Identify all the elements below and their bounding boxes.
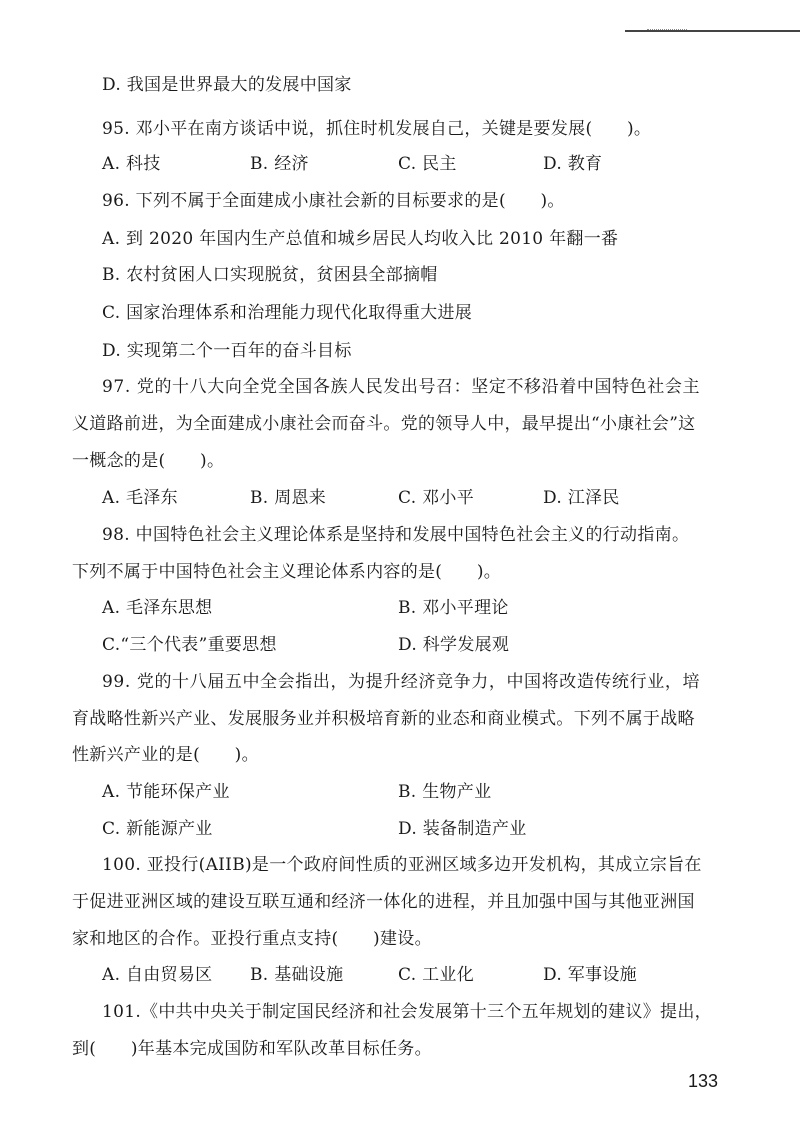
q94-option-d: D. 我国是世界最大的发展中国家 — [102, 75, 352, 95]
question-100-line-2: 于促进亚洲区域的建设互联互通和经济一体化的进程，并且加强中国与其他亚洲国 — [72, 892, 695, 912]
q96-option-a: A. 到 2020 年国内生产总值和城乡居民人均收入比 2010 年翻一番 — [102, 229, 619, 249]
q96-option-c: C. 国家治理体系和治理能力现代化取得重大进展 — [102, 303, 473, 323]
q96-option-b: B. 农村贫困人口实现脱贫，贫困县全部摘帽 — [102, 265, 438, 285]
q99-option-c: C. 新能源产业 — [102, 819, 213, 839]
question-99-line-2: 育战略性新兴产业、发展服务业并积极培育新的业态和商业模式。下列不属于战略 — [72, 709, 695, 729]
q95-option-a: A. 科技 — [102, 154, 161, 174]
question-97-line-1: 97. 党的十八大向全党全国各族人民发出号召：坚定不移沿着中国特色社会主 — [102, 377, 701, 397]
question-96: 96. 下列不属于全面建成小康社会新的目标要求的是( )。 — [102, 191, 565, 211]
question-100-line-1: 100. 亚投行(AIIB)是一个政府间性质的亚洲区域多边开发机构，其成立宗旨在 — [102, 855, 702, 875]
question-100-line-3: 家和地区的合作。亚投行重点支持( )建设。 — [72, 929, 432, 949]
q100-option-d: D. 军事设施 — [543, 965, 637, 985]
question-99-line-1: 99. 党的十八届五中全会指出，为提升经济竞争力，中国将改造传统行业，培 — [102, 672, 701, 692]
q97-option-d: D. 江泽民 — [543, 488, 620, 508]
q98-option-b: B. 邓小平理论 — [398, 598, 509, 618]
q98-option-c: C.“三个代表”重要思想 — [102, 635, 277, 655]
question-99-line-3: 性新兴产业的是( )。 — [72, 745, 259, 765]
q100-option-b: B. 基础设施 — [250, 965, 344, 985]
header-rule — [625, 30, 800, 32]
question-101-line-2: 到( )年基本完成国防和军队改革目标任务。 — [72, 1039, 432, 1059]
q98-option-d: D. 科学发展观 — [398, 635, 510, 655]
q96-option-d: D. 实现第二个一百年的奋斗目标 — [102, 341, 352, 361]
q100-option-c: C. 工业化 — [398, 965, 475, 985]
q99-option-d: D. 装备制造产业 — [398, 819, 527, 839]
question-95: 95. 邓小平在南方谈话中说，抓住时机发展自己，关键是要发展( )。 — [102, 119, 652, 139]
question-97-line-3: 一概念的是( )。 — [72, 451, 225, 471]
page-number: 133 — [688, 1071, 719, 1091]
q97-option-b: B. 周恩来 — [250, 488, 327, 508]
question-97-line-2: 义道路前进，为全面建成小康社会而奋斗。党的领导人中，最早提出“小康社会”这 — [72, 414, 696, 434]
q95-option-c: C. 民主 — [398, 154, 457, 174]
q95-option-d: D. 教育 — [543, 154, 603, 174]
q100-option-a: A. 自由贸易区 — [102, 965, 213, 985]
question-98-line-2: 下列不属于中国特色社会主义理论体系内容的是( )。 — [72, 562, 502, 582]
question-101-line-1: 101.《中共中央关于制定国民经济和社会发展第十三个五年规划的建议》提出， — [102, 1002, 712, 1022]
question-98-line-1: 98. 中国特色社会主义理论体系是坚持和发展中国特色社会主义的行动指南。 — [102, 525, 690, 545]
q95-option-b: B. 经济 — [250, 154, 309, 174]
q97-option-a: A. 毛泽东 — [102, 488, 178, 508]
q99-option-b: B. 生物产业 — [398, 782, 492, 802]
q98-option-a: A. 毛泽东思想 — [102, 598, 213, 618]
q99-option-a: A. 节能环保产业 — [102, 782, 230, 802]
q97-option-c: C. 邓小平 — [398, 488, 475, 508]
